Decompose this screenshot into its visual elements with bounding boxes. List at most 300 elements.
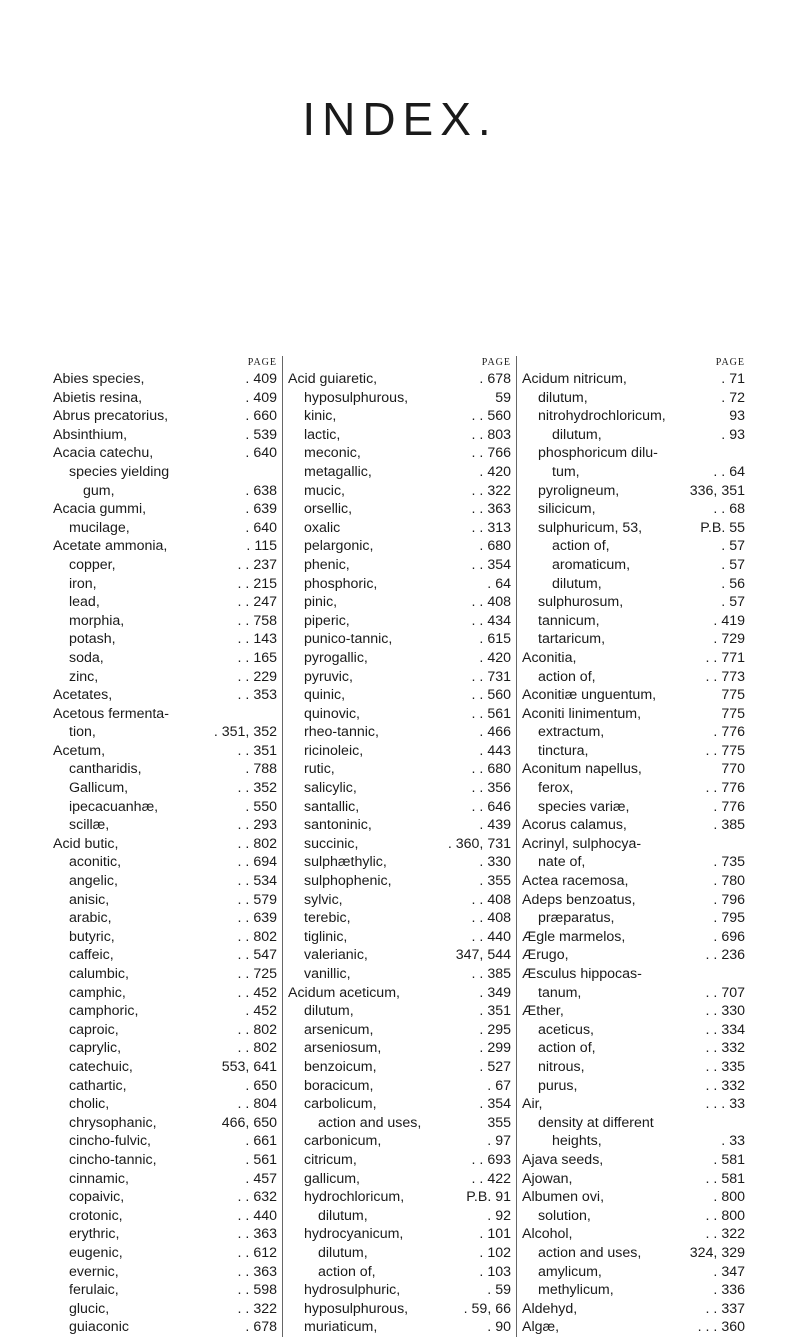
index-entry: [522, 686, 745, 705]
entry-leader: .: [479, 724, 484, 741]
index-entry: [53, 463, 277, 482]
entry-page: 409: [253, 371, 277, 387]
entry-leader: .: [245, 798, 250, 815]
entry-page: 143: [253, 631, 277, 648]
entry-label: sulphuricum, 53,: [538, 519, 643, 536]
entry-leader: .: [713, 612, 718, 629]
index-entry: [522, 482, 745, 501]
entry-leader: . .: [705, 1226, 718, 1243]
index-entry: [522, 705, 745, 724]
entry-page: 64: [495, 575, 511, 592]
entry-leader: . .: [705, 1300, 718, 1317]
index-entry: [53, 928, 277, 947]
entry-leader: . .: [471, 501, 484, 518]
entry-leader: .: [713, 873, 718, 890]
entry-page: 360, 731: [455, 835, 511, 852]
index-entry: [53, 1002, 277, 1021]
entry-page: 776: [721, 798, 745, 815]
entry-label: species variæ,: [538, 798, 630, 815]
entry-page: 322: [253, 1300, 277, 1317]
entry-leader: .: [713, 1189, 718, 1206]
entry-leader: . .: [237, 668, 250, 685]
entry-page: 534: [253, 873, 277, 890]
entry-leader: . .: [471, 966, 484, 982]
entry-leader: . .: [705, 780, 718, 797]
entry-page: 33: [729, 1133, 745, 1150]
entry-label: citricum,: [304, 1151, 357, 1168]
entry-leader: .: [487, 1282, 492, 1299]
index-entry: [288, 1263, 511, 1282]
entry-label: dilutum,: [318, 1244, 368, 1261]
index-entry: [522, 389, 745, 408]
entry-label: caprylic,: [69, 1040, 122, 1057]
entry-page: 115: [254, 538, 277, 555]
entry-label: caproic,: [69, 1021, 119, 1038]
entry-label: catechuic,: [69, 1058, 133, 1075]
entry-page: 725: [253, 966, 277, 982]
entry-leader: [713, 686, 721, 705]
entry-label: Acacia catechu,: [53, 445, 154, 462]
index-entry: [53, 593, 277, 612]
index-entries: [288, 370, 511, 1337]
entry-label: tannicum,: [538, 612, 600, 629]
entry-page: 247: [253, 594, 277, 611]
entry-leader: . .: [237, 910, 250, 927]
index-entry: [53, 1318, 277, 1337]
entry-leader: .: [713, 1151, 718, 1168]
entry-label: Abietis resina,: [53, 389, 143, 406]
entry-label: nitrous,: [538, 1058, 585, 1075]
entry-label: Actea racemosa,: [522, 873, 629, 890]
entry-leader: [269, 463, 277, 482]
entry-label: Acacia gummi,: [53, 501, 147, 518]
entry-page: 632: [253, 1189, 277, 1206]
entry-page: 57: [729, 538, 745, 555]
entry-page: 56: [729, 575, 745, 592]
entry-page: 67: [495, 1077, 511, 1094]
index-entry: [53, 1132, 277, 1151]
index-entry: [53, 891, 277, 910]
entry-page: 434: [487, 612, 511, 629]
entry-label: aceticus,: [538, 1021, 594, 1038]
entry-leader: . .: [471, 519, 484, 536]
entry-leader: .: [721, 371, 726, 387]
entry-leader: .: [721, 594, 726, 611]
entry-label: phenic,: [304, 556, 350, 573]
entry-page: 336: [721, 1282, 745, 1299]
entry-page: 802: [253, 928, 277, 945]
entry-leader: . .: [237, 649, 250, 666]
entry-leader: . .: [237, 1244, 250, 1261]
entry-label: Acid butic,: [53, 835, 119, 852]
entry-page: 561: [487, 705, 511, 722]
entry-page: 678: [253, 1319, 277, 1336]
entry-leader: . .: [471, 556, 484, 573]
entry-page: 293: [253, 817, 277, 834]
entry-page: 101: [487, 1226, 511, 1243]
index-entry: [522, 909, 745, 928]
entry-leader: .: [245, 761, 250, 778]
entry-leader: .: [713, 910, 718, 927]
entry-label: mucilage,: [69, 519, 130, 536]
entry-page: 68: [729, 501, 745, 518]
index-column-3: [516, 356, 750, 1337]
index-entry: [53, 705, 277, 724]
entry-leader: . .: [471, 1151, 484, 1168]
entry-leader: . .: [471, 668, 484, 685]
entry-leader: . .: [471, 928, 484, 945]
entry-label: sulphophenic,: [304, 873, 392, 890]
entry-leader: . .: [237, 1282, 250, 1299]
entry-leader: . .: [471, 426, 484, 443]
entry-leader: .: [721, 575, 726, 592]
entry-label: oxalic: [304, 519, 341, 536]
entry-leader: . .: [237, 594, 250, 611]
entry-leader: .: [245, 482, 250, 499]
index-entry: [522, 426, 745, 445]
entry-page: 351: [487, 1003, 511, 1020]
index-entry: [53, 1281, 277, 1300]
entry-page: 90: [495, 1319, 511, 1336]
index-entry: [522, 1225, 745, 1244]
entry-leader: . .: [713, 463, 726, 480]
entry-leader: . .: [237, 742, 250, 759]
entry-label: piperic,: [304, 612, 350, 629]
entry-page: 353: [253, 687, 277, 704]
entry-label: camphic,: [69, 984, 126, 1001]
entry-label: pelargonic,: [304, 538, 374, 555]
entry-label: Albumen ovi,: [522, 1189, 605, 1206]
entry-label: hydrosulphuric,: [304, 1282, 401, 1299]
entry-leader: .: [721, 1133, 726, 1150]
index-entry: [288, 1039, 511, 1058]
entry-leader: .: [245, 1077, 250, 1094]
entry-label: zinc,: [69, 668, 99, 685]
entry-page: 355: [487, 873, 511, 890]
entry-leader: .: [487, 575, 492, 592]
entry-label: iron,: [69, 575, 97, 592]
entry-label: Ajava seeds,: [522, 1151, 604, 1168]
entry-leader: .: [713, 631, 718, 648]
entry-page: 776: [721, 780, 745, 797]
entry-leader: . .: [471, 910, 484, 927]
entry-page: 802: [253, 1040, 277, 1057]
index-entry: [288, 1188, 511, 1207]
entry-label: Ajowan,: [522, 1170, 573, 1187]
index-entry: [522, 872, 745, 891]
entry-label: hydrochloricum,: [304, 1189, 405, 1206]
index-entry: [288, 853, 511, 872]
entry-label: Adeps benzoatus,: [522, 891, 636, 908]
index-entries: [53, 370, 277, 1337]
entry-leader: .: [713, 817, 718, 834]
index-entry: [288, 426, 511, 445]
entry-label: rutic,: [304, 761, 335, 778]
entry-leader: . .: [237, 928, 250, 945]
index-entry: [522, 1244, 745, 1263]
entry-label: dilutum,: [552, 426, 602, 443]
index-entry: [288, 946, 511, 965]
entry-page: 678: [487, 371, 511, 387]
index-entry: [288, 1151, 511, 1170]
entry-label: Acrinyl, sulphocya-: [522, 835, 642, 852]
entry-page: 322: [721, 1226, 745, 1243]
entry-leader: . .: [237, 631, 250, 648]
entry-page: 639: [253, 910, 277, 927]
entry-page: 420: [487, 649, 511, 666]
entry-page: 332: [721, 1040, 745, 1057]
entry-label: Aconitiæ unguentum,: [522, 687, 657, 704]
entry-label: Acorus calamus,: [522, 817, 627, 834]
entry-leader: [682, 482, 690, 501]
entry-page: 103: [487, 1263, 511, 1280]
entry-leader: . .: [237, 687, 250, 704]
entry-page: 696: [721, 928, 745, 945]
entry-leader: [737, 1114, 745, 1133]
entry-label: orsellic,: [304, 501, 353, 518]
entry-leader: . .: [471, 891, 484, 908]
entry-label: terebic,: [304, 910, 351, 927]
entry-label: Absinthium,: [53, 426, 128, 443]
index-entry: [522, 1263, 745, 1282]
index-entry: [53, 946, 277, 965]
index-entry: [288, 370, 511, 389]
entry-page: 408: [487, 594, 511, 611]
entry-leader: . .: [237, 612, 250, 629]
entry-label: dilutum,: [318, 1207, 368, 1224]
entry-page: 646: [487, 798, 511, 815]
entry-page: 579: [253, 891, 277, 908]
entry-page: 457: [253, 1170, 277, 1187]
entry-leader: . .: [237, 873, 250, 890]
index-entry: [53, 426, 277, 445]
index-entry: [522, 630, 745, 649]
entry-leader: .: [463, 1300, 468, 1317]
entry-leader: . .: [705, 1170, 718, 1187]
index-entry: [53, 965, 277, 984]
entry-label: purus,: [538, 1077, 578, 1094]
page-column-header: PAGE: [715, 357, 745, 368]
entry-leader: .: [487, 1319, 492, 1336]
entry-leader: .: [713, 798, 718, 815]
index-entry: [522, 537, 745, 556]
entry-leader: .: [479, 1040, 484, 1057]
entry-label: Acetous fermenta-: [53, 705, 169, 722]
index-entry: [522, 612, 745, 631]
index-entry: [53, 1170, 277, 1189]
index-entry: [288, 444, 511, 463]
index-entry: [53, 519, 277, 538]
entry-page: 236: [721, 947, 745, 964]
index-entry: [288, 1132, 511, 1151]
index-entry: [53, 482, 277, 501]
index-entry: [288, 1170, 511, 1189]
entry-page: 347: [721, 1263, 745, 1280]
entry-page: 420: [487, 463, 511, 480]
index-columns: [48, 356, 778, 1337]
entry-label: Abrus precatorius,: [53, 408, 169, 425]
entry-leader: . .: [705, 1207, 718, 1224]
entry-page: 330: [487, 854, 511, 871]
entry-leader: . .: [237, 854, 250, 871]
entry-leader: [487, 389, 495, 408]
entry-label: ipecacuanhæ,: [69, 798, 159, 815]
entry-leader: . .: [705, 668, 718, 685]
index-entry: [288, 649, 511, 668]
entry-page: 800: [721, 1189, 745, 1206]
index-entry: [53, 909, 277, 928]
entry-label: pyroligneum,: [538, 482, 620, 499]
entry-page: 731: [487, 668, 511, 685]
index-entry: [288, 612, 511, 631]
entry-label: santoninic,: [304, 817, 372, 834]
entry-label: hyposulphurous,: [304, 1300, 409, 1317]
entry-leader: .: [479, 371, 484, 387]
entry-label: eugenic,: [69, 1244, 123, 1261]
index-entry: [53, 1039, 277, 1058]
index-entry: [522, 556, 745, 575]
entry-label: Aconiti linimentum,: [522, 705, 642, 722]
entry-leader: . .: [705, 1077, 718, 1094]
index-entry: [53, 1188, 277, 1207]
entry-leader: . .: [471, 612, 484, 629]
index-entry: [522, 407, 745, 426]
entry-page: 680: [487, 538, 511, 555]
entry-page: 332: [721, 1077, 745, 1094]
entry-leader: . .: [237, 947, 250, 964]
entry-label: density at different: [538, 1114, 654, 1131]
entry-leader: . .: [471, 798, 484, 815]
entry-page: 680: [487, 761, 511, 778]
entry-label: pyrogallic,: [304, 649, 368, 666]
entry-label: punico-tannic,: [304, 631, 393, 648]
entry-label: meconic,: [304, 445, 361, 462]
index-entry: [288, 482, 511, 501]
entry-leader: .: [213, 724, 218, 741]
index-entry: [522, 1170, 745, 1189]
index-column-2: [282, 356, 516, 1337]
entry-page: 766: [487, 445, 511, 462]
entry-page: 598: [253, 1282, 277, 1299]
entry-leader: .: [479, 1263, 484, 1280]
entry-label: rheo-tannic,: [304, 724, 379, 741]
index-entry: [522, 946, 745, 965]
entry-leader: . .: [471, 445, 484, 462]
entry-leader: .: [479, 649, 484, 666]
index-entry: [53, 760, 277, 779]
index-entry: [522, 519, 745, 538]
entry-leader: .: [479, 1226, 484, 1243]
index-entry: [522, 835, 745, 854]
entry-page: 440: [253, 1207, 277, 1224]
index-entry: [53, 500, 277, 519]
entry-label: tanum,: [538, 984, 582, 1001]
entry-label: quinovic,: [304, 705, 360, 722]
entry-page: 729: [721, 631, 745, 648]
entry-page: 330: [721, 1003, 745, 1020]
index-entry: [288, 779, 511, 798]
index-entry: [53, 1151, 277, 1170]
entry-label: Acetates,: [53, 687, 113, 704]
entry-page: 92: [495, 1207, 511, 1224]
entry-page: 804: [253, 1096, 277, 1113]
index-entry: [288, 463, 511, 482]
entry-page: 775: [721, 742, 745, 759]
index-entry: [53, 816, 277, 835]
index-entry: [288, 760, 511, 779]
entry-label: soda,: [69, 649, 104, 666]
entry-page: 800: [721, 1207, 745, 1224]
entry-page: 335: [721, 1058, 745, 1075]
entry-leader: .: [245, 519, 250, 536]
entry-leader: . .: [471, 761, 484, 778]
entry-page: 324, 329: [689, 1244, 745, 1261]
entry-label: nate of,: [538, 854, 586, 871]
entry-page: 351, 352: [221, 724, 277, 741]
entry-label: action and uses,: [318, 1114, 422, 1131]
entry-page: 356: [487, 780, 511, 797]
entry-page: 550: [253, 798, 277, 815]
entry-page: 775: [721, 687, 745, 704]
entry-label: scillæ,: [69, 817, 110, 834]
entry-leader: . .: [471, 1170, 484, 1187]
entry-leader: [737, 444, 745, 463]
entry-page: 237: [253, 556, 277, 573]
entry-page: 299: [487, 1040, 511, 1057]
entry-leader: .: [245, 1003, 250, 1020]
entry-label: cholic,: [69, 1096, 110, 1113]
entry-page: 354: [487, 556, 511, 573]
entry-leader: . .: [471, 687, 484, 704]
entry-page: 355: [487, 1114, 511, 1131]
index-entry: [53, 984, 277, 1003]
entry-leader: .: [479, 538, 484, 555]
index-entry: [288, 1225, 511, 1244]
entry-leader: . .: [237, 984, 250, 1001]
entry-label: Air,: [522, 1096, 543, 1113]
entry-page: 694: [253, 854, 277, 871]
index-entry: [288, 1207, 511, 1226]
entry-leader: .: [447, 835, 452, 852]
entry-leader: .: [713, 1282, 718, 1299]
entry-leader: .: [245, 426, 250, 443]
entry-leader: .: [479, 984, 484, 1001]
entry-label: hyposulphurous,: [304, 389, 409, 406]
entry-label: muriaticum,: [304, 1319, 378, 1336]
index-entry: [53, 1300, 277, 1319]
entry-page: 363: [253, 1263, 277, 1280]
entry-label: phosphoricum dilu-: [538, 445, 658, 462]
index-entry: [288, 500, 511, 519]
index-entry: [288, 835, 511, 854]
index-entry: [53, 1077, 277, 1096]
index-entry: [288, 1021, 511, 1040]
entry-label: action of,: [538, 668, 596, 685]
entry-leader: . .: [705, 1040, 718, 1057]
entry-leader: . .: [237, 1263, 250, 1280]
entry-label: Algæ,: [522, 1319, 560, 1336]
entry-label: phosphoric,: [304, 575, 378, 592]
entry-label: calumbic,: [69, 966, 129, 982]
entry-label: pinic,: [304, 594, 338, 611]
entry-label: vanillic,: [304, 966, 351, 982]
entry-label: action of,: [538, 1040, 596, 1057]
entry-leader: .: [479, 631, 484, 648]
index-entry: [53, 649, 277, 668]
entry-leader: .: [479, 742, 484, 759]
entry-label: arsenicum,: [304, 1021, 374, 1038]
entry-leader: [692, 519, 700, 538]
